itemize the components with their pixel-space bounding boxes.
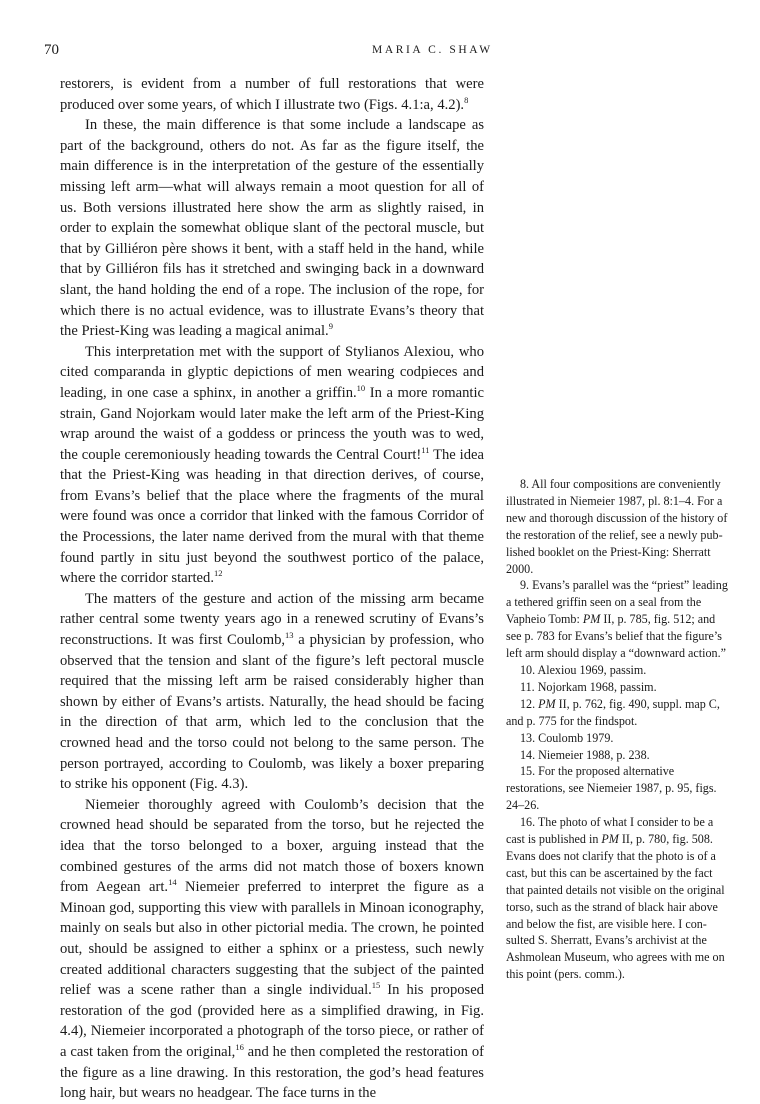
italic-text: PM — [538, 696, 556, 711]
text-run: 8. All four compositions are conveniently illustrated in Niemeier 1987, pl. 8:1–4. For a new and thorough discussion of the history of the restoration of the relief, see a newly published booklet on the Priest-King: Sherratt 2000. — [506, 477, 728, 576]
footnote-ref: 12 — [213, 568, 223, 579]
text-run: In a more romantic strain, Gand Nojorkam would later make the left arm of the Priest-King wrap around the waist of a goddess or princess the youth was to wed, the couple ceremoniously heading towards the Central Court! — [60, 384, 484, 463]
footnote-10 — [506, 662, 728, 679]
text-run: II, p. 762, fig. 490, suppl. map C, and p. 775 for the findspot. — [506, 696, 720, 728]
text-run: The idea that the Priest-King was heading in that direction derives, of course, from Evans’s belief that the place where the fragments of the mural were found was once a corridor that linked with the famous Corridor of the Processions, the later name derived from the mural with that theme found partly in situ just beyond the southwest portico of the palace, where the corridor started. — [60, 446, 484, 587]
footnote-ref: 8 — [464, 94, 469, 105]
footnote-ref: 14 — [168, 877, 177, 888]
text-run: 11. Nojorkam 1968, passim. — [520, 679, 657, 694]
footnote-16 — [506, 814, 728, 983]
body-paragraph — [60, 74, 484, 115]
text-run: 10. Alexiou 1969, passim. — [520, 662, 647, 677]
italic-text: PM — [601, 832, 619, 847]
text-run: 13. Coulomb 1979. — [520, 730, 614, 745]
text-run: restorers, is evident from a number of full restorations that were produced over some years, of which I illustrate two (Figs. 4.1:a, 4.2). — [60, 76, 484, 113]
text-run: In these, the main difference is that some include a landscape as part of the background, others do not. As far as the figure itself, the main difference is in the interpretation of the gesture of the essentially missing left arm—what will always remain a moot question for all of us. Both versions illustrated here show the arm as slightly raised, in order to explain the somewhat oblique slant of the pectoral muscle, but that by Gilliéron père shows it bent, with a staff held in the hand, while that by Gilliéron fils has it stretched and swinging back in a downward slant, the hand holding the end of a rope. The inclusion of the rope, for which there is no actual evidence, was to illustrate Evans’s theory that the Priest-King was leading a magical animal. — [60, 117, 484, 340]
main-text-column — [60, 74, 484, 1104]
text-run: II, p. 785, fig. 512; and see p. 783 for Evans’s belief that the figure’s left arm should display a “downward action.” — [506, 612, 726, 661]
text-run: 12. — [520, 696, 539, 711]
footnote-12 — [506, 696, 728, 730]
italic-text: PM — [582, 612, 601, 627]
text-run: This interpretation met with the support of Stylianos Alexiou, who cited comparanda in glyptic depictions of men wearing codpieces and leading, in one case a sphinx, in another a griffin. — [60, 343, 484, 401]
text-run: and he then completed the restoration of the figure as a line drawing. In this restoration, the god’s head features long hair, but wears no headgear. The face turns in the — [60, 1043, 484, 1102]
page-number: 70 — [44, 42, 59, 58]
text-run: 15. For the proposed alternative restorations, see Niemeier 1987, p. 95, figs. 24–26. — [506, 764, 717, 813]
body-paragraph — [60, 342, 484, 589]
text-run: a physician by profession, who observed that the tension and slant of the figure’s left pectoral muscle required that the missing left arm be raised considerably higher than shown by either of Evans’s artists. Naturally, the head should be facing in the direction of that arm, which led to the conclusion that the crowned head and the torso could not belong to the same person. The person portrayed, according to Coulomb, was likely a boxer preparing to strike his opponent (Fig. 4.3). — [60, 632, 485, 793]
footnote-9 — [506, 577, 728, 662]
footnote-ref: 9 — [328, 321, 333, 332]
footnote-ref: 13 — [285, 630, 294, 641]
footnote-13 — [506, 730, 728, 747]
footnote-ref: 11 — [421, 444, 430, 455]
text-run: II, p. 780, fig. 508. Evans does not clarify that the photo is of a cast, but this can be ascertained by the fact that painted details not visible on the original torso, such as the strand of black hair above and below the fist, are visible here. I consulted S. Sherratt, Evans’s archivist at the Ashmolean Museum, who agrees with me on this point (pers. comm.). — [506, 832, 725, 982]
text-run: Niemeier thoroughly agreed with Coulomb’s decision that the crowned head should be separated from the torso, but he rejected the idea that the torso belonged to a boxer, arguing instead that the combined gestures of the arms did not match those of boxers known from Aegean art. — [60, 796, 484, 896]
text-run: 9. Evans’s parallel was the “priest” leading a tethered griffin seen on a seal from the Vapheio Tomb: — [506, 578, 728, 627]
body-paragraph — [60, 795, 484, 1104]
footnote-8 — [506, 476, 728, 577]
text-run: 16. The photo of what I consider to be a cast is published in — [506, 815, 714, 847]
footnotes-column — [506, 476, 728, 983]
body-paragraph — [60, 115, 484, 342]
text-run: The matters of the gesture and action of the missing arm became rather central some twenty years ago in a renewed scrutiny of Evans’s reconstructions. It was first Coulomb, — [60, 590, 484, 649]
text-run: In his proposed restoration of the god (provided here as a simplified drawing, in Fig. 4.4), Niemeier incorporated a photograph of the torso piece, or rather of a cast taken from the original, — [60, 982, 485, 1060]
footnote-14 — [506, 747, 728, 764]
body-paragraph — [60, 589, 484, 795]
text-run: Niemeier preferred to interpret the figure as a Minoan god, supporting this view with parallels in Minoan iconography, mainly on seals but also in other pictorial media. The crown, he pointed out, should be assigned to either a sphinx or a priestess, such newly created additional characters suggesting that the subject of the painted relief was a scene rather than a single individual. — [60, 879, 484, 999]
footnote-11 — [506, 679, 728, 696]
footnote-ref: 16 — [235, 1041, 244, 1052]
footnote-ref: 10 — [356, 382, 366, 393]
running-head: MARIA C. SHAW — [372, 44, 493, 56]
footnote-ref: 15 — [371, 980, 381, 991]
footnote-15 — [506, 763, 728, 814]
text-run: 14. Niemeier 1988, p. 238. — [520, 747, 650, 762]
